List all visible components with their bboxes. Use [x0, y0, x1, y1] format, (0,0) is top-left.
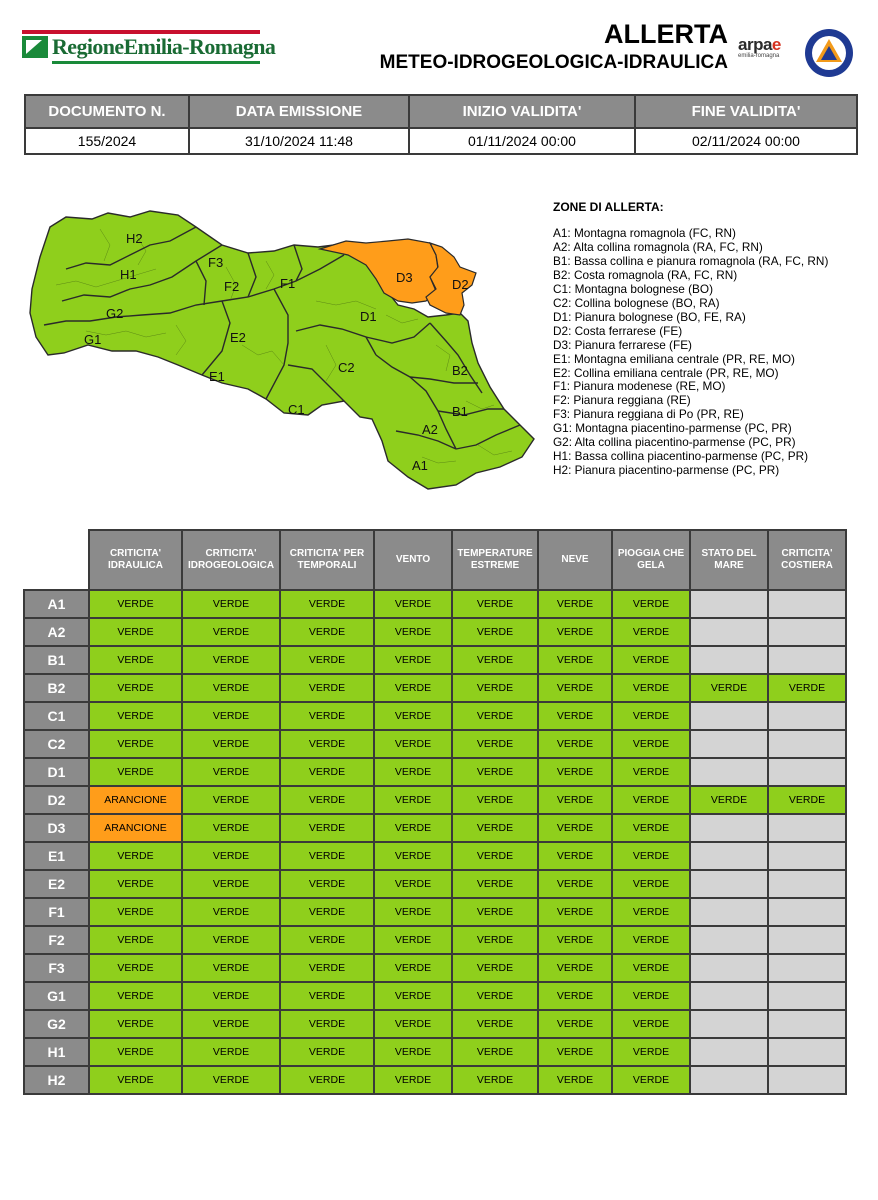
alert-column-header-line: COSTIERA	[781, 560, 833, 571]
alert-zone-label: A1	[24, 590, 89, 618]
alert-level-cell: VERDE	[612, 1038, 690, 1066]
alert-level-cell: VERDE	[374, 954, 452, 982]
alert-level-cell: VERDE	[768, 674, 846, 702]
alert-empty-cell	[690, 842, 768, 870]
alert-level-cell: VERDE	[89, 618, 182, 646]
alert-level-cell: VERDE	[280, 674, 374, 702]
alert-level-cell: VERDE	[690, 786, 768, 814]
alert-level-cell: VERDE	[452, 1038, 538, 1066]
alert-level-cell: VERDE	[89, 1038, 182, 1066]
page-title: ALLERTA	[604, 19, 728, 49]
alert-level-cell: VERDE	[182, 842, 280, 870]
alert-level-cell: VERDE	[612, 786, 690, 814]
alert-level-cell: VERDE	[538, 870, 612, 898]
alert-level-cell: VERDE	[374, 870, 452, 898]
logo-text: RegioneEmilia-Romagna	[52, 34, 276, 59]
alert-level-cell: VERDE	[538, 926, 612, 954]
alert-level-cell: VERDE	[538, 1066, 612, 1094]
alert-level-cell: VERDE	[538, 674, 612, 702]
alert-level-cell: VERDE	[452, 814, 538, 842]
alert-zone-label: D1	[24, 758, 89, 786]
alert-row-e2	[24, 870, 846, 898]
alert-column-header-line: VENTO	[395, 554, 431, 565]
alert-empty-cell	[768, 646, 846, 674]
alert-empty-cell	[690, 870, 768, 898]
alert-level-cell: VERDE	[182, 590, 280, 618]
alert-level-cell: VERDE	[612, 870, 690, 898]
alert-empty-cell	[690, 618, 768, 646]
alert-level-cell: VERDE	[612, 982, 690, 1010]
alert-level-cell: VERDE	[768, 786, 846, 814]
alert-level-cell: VERDE	[612, 1010, 690, 1038]
alert-level-cell: VERDE	[538, 590, 612, 618]
map-label-b1: B1	[452, 404, 468, 419]
map-label-e1: E1	[209, 369, 225, 384]
alert-empty-cell	[690, 814, 768, 842]
alert-level-cell: VERDE	[452, 786, 538, 814]
alert-level-cell: VERDE	[538, 758, 612, 786]
alert-row-c2	[24, 730, 846, 758]
alert-empty-cell	[768, 842, 846, 870]
alert-level-cell: VERDE	[89, 730, 182, 758]
alert-zone-label: E1	[24, 842, 89, 870]
alert-row-f2	[24, 926, 846, 954]
alert-row-f1	[24, 898, 846, 926]
alert-level-cell: VERDE	[374, 618, 452, 646]
alert-column-header-line: GELA	[637, 560, 665, 571]
alert-level-cell: VERDE	[612, 954, 690, 982]
alert-zone-label: F1	[24, 898, 89, 926]
alert-level-cell: VERDE	[280, 702, 374, 730]
alert-empty-cell	[690, 1038, 768, 1066]
alert-zone-label: H2	[24, 1066, 89, 1094]
alert-empty-cell	[768, 870, 846, 898]
alert-level-cell: VERDE	[89, 982, 182, 1010]
alert-level-cell: VERDE	[374, 1066, 452, 1094]
alert-level-cell: VERDE	[374, 982, 452, 1010]
alert-level-cell: VERDE	[280, 1010, 374, 1038]
alert-level-cell: ARANCIONE	[89, 814, 182, 842]
alert-row-f3	[24, 954, 846, 982]
alert-level-cell: VERDE	[89, 674, 182, 702]
alert-level-cell: VERDE	[280, 982, 374, 1010]
alert-empty-cell	[768, 926, 846, 954]
alert-corner-blank	[24, 530, 89, 590]
alert-level-cell: VERDE	[280, 758, 374, 786]
map-label-d3: D3	[396, 270, 413, 285]
alert-empty-cell	[690, 1010, 768, 1038]
alert-level-cell: VERDE	[612, 926, 690, 954]
alert-level-cell: VERDE	[612, 842, 690, 870]
alert-level-cell: VERDE	[89, 1066, 182, 1094]
alert-matrix-table	[23, 529, 847, 1095]
map-label-c2: C2	[338, 360, 355, 375]
alert-level-cell: VERDE	[280, 898, 374, 926]
document-info-table	[24, 94, 858, 155]
alert-row-d3	[24, 814, 846, 842]
alert-level-cell: VERDE	[182, 702, 280, 730]
alert-empty-cell	[768, 758, 846, 786]
alert-level-cell: VERDE	[280, 870, 374, 898]
alert-empty-cell	[768, 954, 846, 982]
alert-level-cell: VERDE	[182, 870, 280, 898]
alert-empty-cell	[768, 898, 846, 926]
alert-zone-label: D2	[24, 786, 89, 814]
alert-empty-cell	[690, 926, 768, 954]
logo-green-stripe	[52, 61, 260, 64]
doc-header-0: DOCUMENTO N.	[25, 95, 189, 128]
alert-level-cell: VERDE	[89, 646, 182, 674]
alert-level-cell: VERDE	[89, 702, 182, 730]
arpae-logo-sub: emilia-romagna	[738, 53, 780, 59]
alert-level-cell: VERDE	[538, 1010, 612, 1038]
alert-level-cell: VERDE	[182, 674, 280, 702]
alert-level-cell: VERDE	[182, 646, 280, 674]
alert-empty-cell	[690, 730, 768, 758]
alert-level-cell: VERDE	[280, 842, 374, 870]
alert-row-h2	[24, 1066, 846, 1094]
alert-level-cell: VERDE	[452, 842, 538, 870]
alert-level-cell: VERDE	[280, 730, 374, 758]
alert-zone-label: F3	[24, 954, 89, 982]
alert-level-cell: VERDE	[612, 646, 690, 674]
alert-empty-cell	[768, 730, 846, 758]
alert-level-cell: VERDE	[538, 702, 612, 730]
alert-level-cell: VERDE	[538, 730, 612, 758]
alert-column-header	[690, 530, 768, 590]
alert-row-a2	[24, 618, 846, 646]
alert-level-cell: VERDE	[538, 618, 612, 646]
alert-level-cell: VERDE	[182, 786, 280, 814]
alert-level-cell: VERDE	[280, 814, 374, 842]
alert-level-cell: VERDE	[374, 786, 452, 814]
alert-level-cell: VERDE	[280, 590, 374, 618]
alert-empty-cell	[768, 982, 846, 1010]
alert-zone-label: G2	[24, 1010, 89, 1038]
alert-level-cell: VERDE	[374, 1010, 452, 1038]
alert-level-cell: VERDE	[452, 590, 538, 618]
arpae-logo	[738, 36, 800, 70]
alert-column-header-line: TEMPORALI	[297, 560, 357, 571]
doc-header-1: DATA EMISSIONE	[189, 95, 409, 128]
alert-row-d1	[24, 758, 846, 786]
zones-legend-list	[553, 227, 828, 478]
alert-empty-cell	[690, 646, 768, 674]
zone-legend-item: D3: Pianura ferrarese (FE)	[553, 337, 692, 352]
alert-column-header	[452, 530, 538, 590]
alert-level-cell: VERDE	[452, 702, 538, 730]
map-label-g1: G1	[84, 332, 102, 347]
doc-value-2: 01/11/2024 00:00	[409, 128, 635, 154]
alert-level-cell: VERDE	[374, 702, 452, 730]
map-label-f3: F3	[208, 255, 224, 270]
alert-level-cell: VERDE	[452, 954, 538, 982]
logo-flag-icon	[22, 36, 48, 58]
alert-level-cell: VERDE	[182, 758, 280, 786]
alert-column-header-line: TEMPERATURE	[457, 548, 533, 559]
alert-level-cell: VERDE	[374, 590, 452, 618]
regione-emilia-romagna-logo	[22, 30, 276, 66]
alert-level-cell: VERDE	[538, 814, 612, 842]
alert-level-cell: VERDE	[280, 1038, 374, 1066]
alert-level-cell: VERDE	[280, 618, 374, 646]
alert-empty-cell	[768, 1010, 846, 1038]
alert-row-e1	[24, 842, 846, 870]
zone-legend-item: A1: Montagna romagnola (FC, RN)	[553, 226, 736, 240]
alert-level-cell: VERDE	[182, 730, 280, 758]
zone-legend-item: E2: Collina emiliana centrale (PR, RE, MO)	[553, 365, 779, 380]
alert-level-cell: VERDE	[452, 982, 538, 1010]
alert-column-header	[768, 530, 846, 590]
alert-level-cell: VERDE	[612, 702, 690, 730]
map-region-green	[30, 211, 534, 489]
alert-level-cell: ARANCIONE	[89, 786, 182, 814]
alert-level-cell: VERDE	[452, 898, 538, 926]
zone-legend-item: C1: Montagna bolognese (BO)	[553, 281, 714, 296]
alert-level-cell: VERDE	[374, 926, 452, 954]
arpae-logo-icon: arpae	[738, 35, 781, 54]
alert-column-header	[182, 530, 280, 590]
alert-level-cell: VERDE	[452, 618, 538, 646]
alert-level-cell: VERDE	[182, 898, 280, 926]
alert-empty-cell	[690, 982, 768, 1010]
alert-empty-cell	[768, 590, 846, 618]
alert-level-cell: VERDE	[612, 618, 690, 646]
map-label-f2: F2	[224, 279, 240, 294]
alert-zones-map	[26, 205, 540, 490]
zone-legend-item: E1: Montagna emiliana centrale (PR, RE, MO)	[553, 351, 795, 366]
map-label-e2: E2	[230, 330, 246, 345]
alert-level-cell: VERDE	[182, 1010, 280, 1038]
alert-column-header-line: PIOGGIA CHE	[617, 548, 685, 559]
alert-column-header-line: CRITICITA'	[781, 548, 833, 559]
alert-row-a1	[24, 590, 846, 618]
alert-level-cell: VERDE	[612, 898, 690, 926]
map-label-d1: D1	[360, 309, 377, 324]
map-label-c1: C1	[288, 402, 305, 417]
alert-column-header-line: CRITICITA'	[109, 548, 162, 559]
zone-legend-item: C2: Collina bolognese (BO, RA)	[553, 295, 720, 310]
alert-level-cell: VERDE	[452, 1010, 538, 1038]
zone-legend-item: B1: Bassa collina e pianura romagnola (RA, FC, RN)	[553, 253, 829, 268]
zone-legend-item: D2: Costa ferrarese (FE)	[553, 323, 683, 338]
alert-level-cell: VERDE	[374, 674, 452, 702]
map-label-a2: A2	[422, 422, 438, 437]
alert-level-cell: VERDE	[89, 842, 182, 870]
alert-level-cell: VERDE	[182, 1038, 280, 1066]
alert-level-cell: VERDE	[612, 1066, 690, 1094]
alert-level-cell: VERDE	[89, 590, 182, 618]
alert-level-cell: VERDE	[612, 674, 690, 702]
alert-empty-cell	[690, 758, 768, 786]
alert-empty-cell	[768, 814, 846, 842]
alert-level-cell: VERDE	[280, 1066, 374, 1094]
alert-row-g1	[24, 982, 846, 1010]
alert-row-b1	[24, 646, 846, 674]
alert-level-cell: VERDE	[89, 898, 182, 926]
map-label-h1: H1	[120, 267, 137, 282]
alert-level-cell: VERDE	[280, 954, 374, 982]
alert-empty-cell	[690, 590, 768, 618]
map-label-a1: A1	[412, 458, 428, 473]
alert-row-g2	[24, 1010, 846, 1038]
zone-legend-item: G1: Montagna piacentino-parmense (PC, PR)	[553, 421, 792, 436]
alert-level-cell: VERDE	[374, 646, 452, 674]
alert-level-cell: VERDE	[452, 870, 538, 898]
alert-column-header-line: STATO DEL	[701, 548, 757, 559]
alert-column-header	[612, 530, 690, 590]
doc-value-0: 155/2024	[25, 128, 189, 154]
zone-legend-item: F2: Pianura reggiana (RE)	[553, 393, 691, 408]
map-label-d2: D2	[452, 277, 469, 292]
alert-level-cell: VERDE	[538, 954, 612, 982]
alert-level-cell: VERDE	[89, 954, 182, 982]
alert-empty-cell	[768, 618, 846, 646]
alert-level-cell: VERDE	[538, 1038, 612, 1066]
alert-level-cell: VERDE	[182, 926, 280, 954]
doc-value-1: 31/10/2024 11:48	[189, 128, 409, 154]
doc-header-2: INIZIO VALIDITA'	[409, 95, 635, 128]
alert-level-cell: VERDE	[89, 758, 182, 786]
alert-level-cell: VERDE	[182, 814, 280, 842]
alert-column-header	[538, 530, 612, 590]
alert-level-cell: VERDE	[280, 646, 374, 674]
alert-row-b2	[24, 674, 846, 702]
alert-level-cell: VERDE	[538, 982, 612, 1010]
alert-level-cell: VERDE	[89, 1010, 182, 1038]
alert-empty-cell	[768, 702, 846, 730]
alert-row-c1	[24, 702, 846, 730]
alert-column-header-line: CRITICITA' PER	[289, 548, 365, 559]
alert-level-cell: VERDE	[374, 730, 452, 758]
alert-level-cell: VERDE	[452, 646, 538, 674]
alert-zone-label: B1	[24, 646, 89, 674]
alert-level-cell: VERDE	[612, 814, 690, 842]
alert-level-cell: VERDE	[452, 730, 538, 758]
map-label-f1: F1	[280, 276, 296, 291]
alert-column-header	[89, 530, 182, 590]
alert-level-cell: VERDE	[538, 786, 612, 814]
alert-level-cell: VERDE	[182, 618, 280, 646]
alert-level-cell: VERDE	[612, 730, 690, 758]
alert-level-cell: VERDE	[374, 898, 452, 926]
alert-column-header-line: MARE	[714, 560, 744, 571]
alert-zone-label: H1	[24, 1038, 89, 1066]
alert-level-cell: VERDE	[452, 674, 538, 702]
alert-level-cell: VERDE	[280, 786, 374, 814]
alert-level-cell: VERDE	[374, 1038, 452, 1066]
alert-column-header	[280, 530, 374, 590]
zone-legend-item: H2: Pianura piacentino-parmense (PC, PR)	[553, 463, 780, 478]
zone-legend-item: A2: Alta collina romagnola (RA, FC, RN)	[553, 239, 763, 254]
alert-column-header	[374, 530, 452, 590]
zone-legend-item: B2: Costa romagnola (RA, FC, RN)	[553, 267, 738, 282]
alert-level-cell: VERDE	[452, 926, 538, 954]
alert-level-cell: VERDE	[182, 982, 280, 1010]
zone-legend-item: D1: Pianura bolognese (BO, FE, RA)	[553, 309, 746, 324]
zone-legend-item: G2: Alta collina piacentino-parmense (PC, PR)	[553, 435, 796, 450]
zone-legend-item: F3: Pianura reggiana di Po (PR, RE)	[553, 407, 744, 422]
alert-level-cell: VERDE	[182, 1066, 280, 1094]
page-subtitle: METEO-IDROGEOLOGICA-IDRAULICA	[379, 52, 728, 73]
alert-zone-label: C2	[24, 730, 89, 758]
alert-level-cell: VERDE	[374, 758, 452, 786]
alert-column-header-line: IDRAULICA	[108, 560, 163, 571]
alert-empty-cell	[690, 1066, 768, 1094]
alert-zone-label: F2	[24, 926, 89, 954]
map-label-h2: H2	[126, 231, 143, 246]
alert-zone-label: G1	[24, 982, 89, 1010]
alert-row-d2	[24, 786, 846, 814]
alert-empty-cell	[768, 1066, 846, 1094]
alert-zone-label: A2	[24, 618, 89, 646]
alert-level-cell: VERDE	[89, 870, 182, 898]
alert-level-cell: VERDE	[182, 954, 280, 982]
map-label-g2: G2	[106, 306, 124, 321]
alert-empty-cell	[768, 1038, 846, 1066]
zone-legend-item: F1: Pianura modenese (RE, MO)	[553, 379, 726, 394]
map-label-b2: B2	[452, 363, 468, 378]
alert-level-cell: VERDE	[452, 1066, 538, 1094]
alert-level-cell: VERDE	[612, 758, 690, 786]
alert-zone-label: C1	[24, 702, 89, 730]
alert-zone-label: B2	[24, 674, 89, 702]
alert-empty-cell	[690, 954, 768, 982]
alert-zone-label: E2	[24, 870, 89, 898]
protezione-civile-logo-icon	[804, 28, 854, 78]
alert-level-cell: VERDE	[374, 842, 452, 870]
alert-column-header-line: CRITICITA'	[205, 548, 257, 559]
alert-level-cell: VERDE	[612, 590, 690, 618]
alert-level-cell: VERDE	[374, 814, 452, 842]
doc-header-3: FINE VALIDITA'	[635, 95, 857, 128]
alert-column-header-line: ESTREME	[470, 560, 520, 571]
zone-legend-item: H1: Bassa collina piacentino-parmense (PC, PR)	[553, 449, 809, 464]
doc-value-3: 02/11/2024 00:00	[635, 128, 857, 154]
alert-empty-cell	[690, 898, 768, 926]
alert-row-h1	[24, 1038, 846, 1066]
alert-level-cell: VERDE	[452, 758, 538, 786]
alert-column-header-line: IDROGEOLOGICA	[187, 560, 275, 571]
alert-zone-label: D3	[24, 814, 89, 842]
alert-empty-cell	[690, 702, 768, 730]
alert-level-cell: VERDE	[538, 898, 612, 926]
zones-legend-title: ZONE DI ALLERTA:	[553, 200, 664, 214]
alert-level-cell: VERDE	[89, 926, 182, 954]
alert-level-cell: VERDE	[690, 674, 768, 702]
alert-level-cell: VERDE	[280, 926, 374, 954]
alert-column-header-line: NEVE	[561, 554, 589, 565]
alert-level-cell: VERDE	[538, 646, 612, 674]
alert-level-cell: VERDE	[538, 842, 612, 870]
